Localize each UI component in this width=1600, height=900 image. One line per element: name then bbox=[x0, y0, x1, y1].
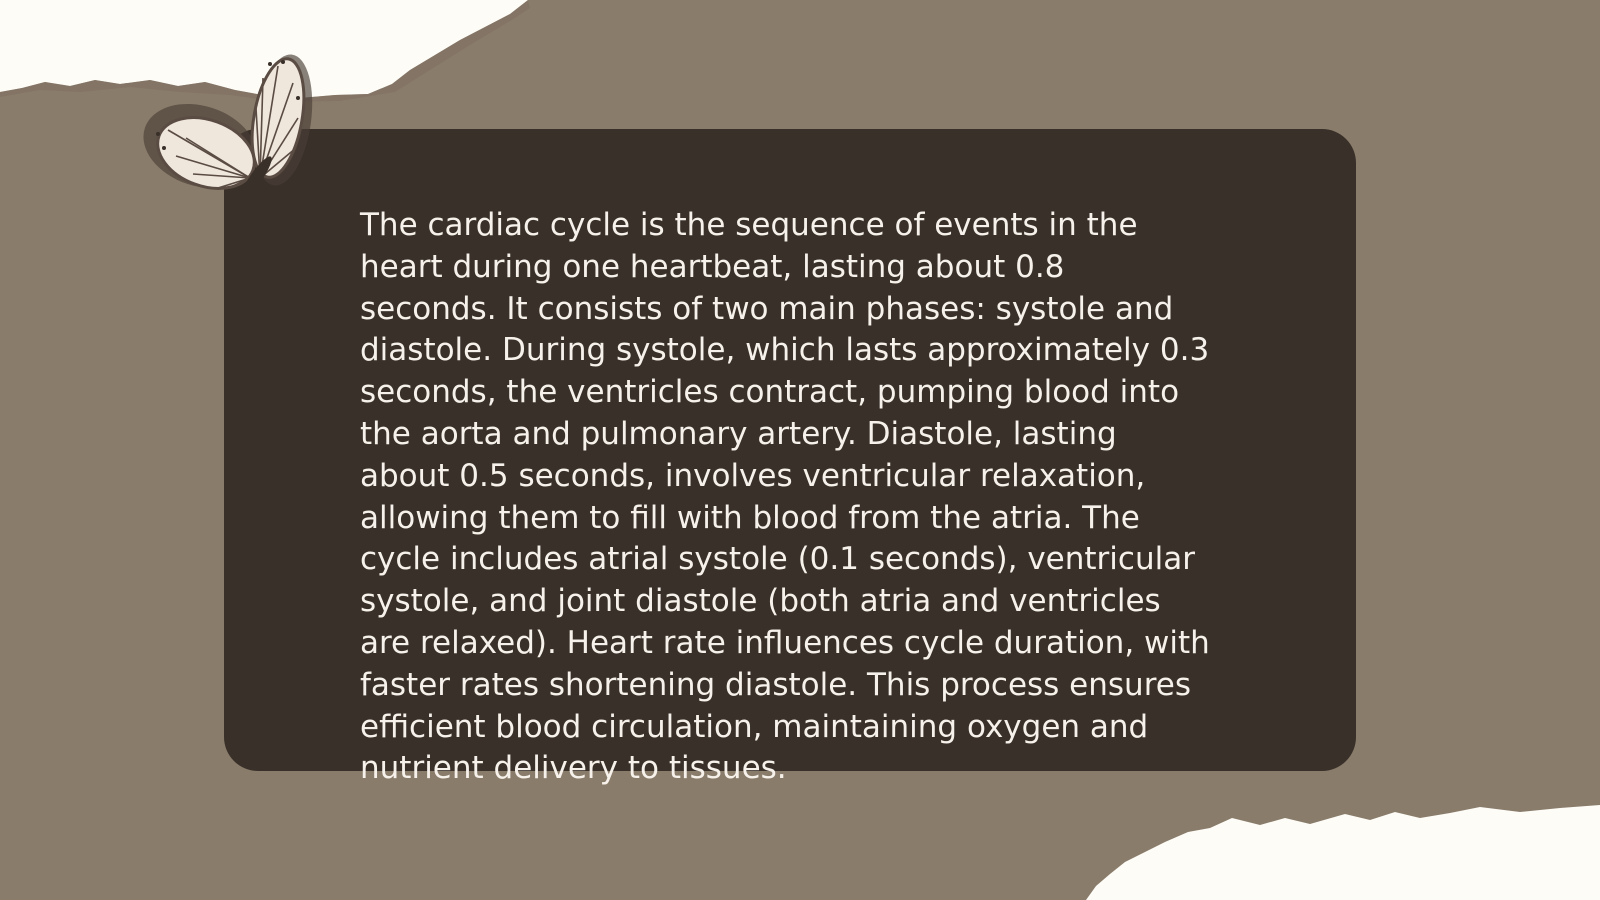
butterfly-icon bbox=[138, 38, 328, 223]
body-paragraph: The cardiac cycle is the sequence of events in the heart during one heartbeat, lasting about 0.8 seconds. It consists of two main phases: systole and diastole. During systole, which lasts approximately 0.3 seconds, the ventricles contract, pumping blood into the aorta and pulmonary artery. Diastole, lasting about 0.5 seconds, involves ventricular relaxation, allowing them to fill with blood from the atria. The cycle includes atrial systole (0.1 seconds), ventricular systole, and joint diastole (both atria and ventricles are relaxed). Heart rate influences cycle duration, with faster rates shortening diastole. This process ensures efficient blood circulation, maintaining oxygen and nutrient delivery to tissues. bbox=[360, 207, 1210, 787]
